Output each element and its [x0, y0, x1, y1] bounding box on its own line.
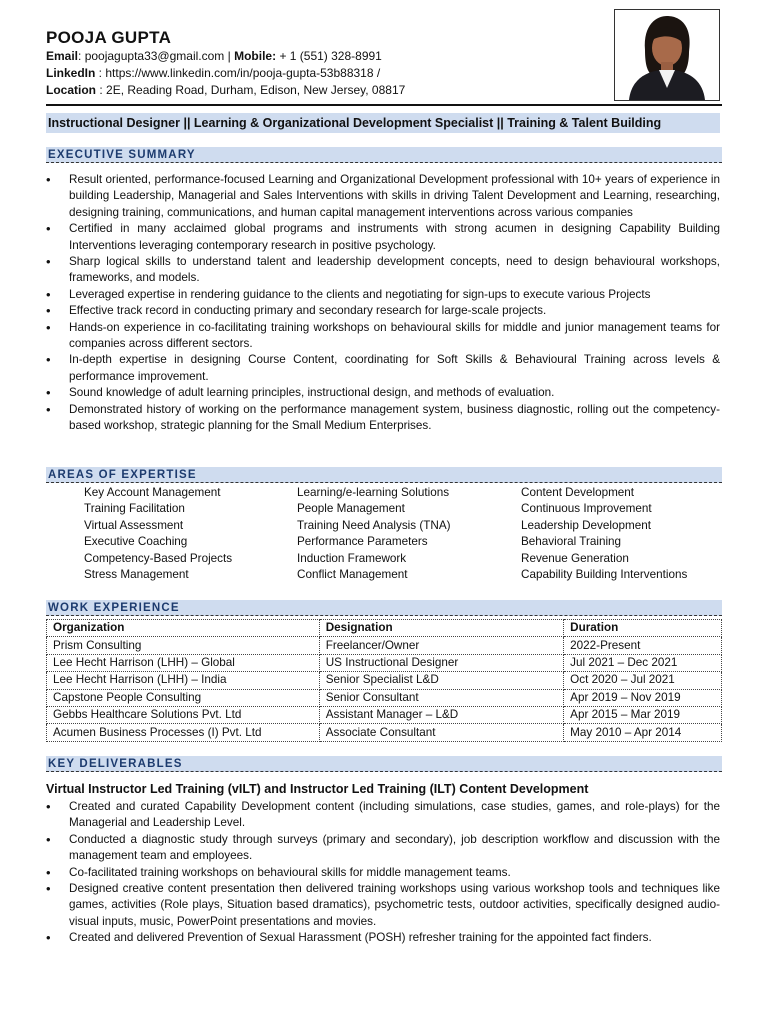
expertise-item: Induction Framework — [297, 551, 407, 565]
contact-line-email: Email: poojagupta33@gmail.com | Mobile: + 1 (551) 328-8991 — [46, 49, 382, 63]
table-row — [47, 706, 722, 723]
location-label: Location — [46, 83, 96, 97]
expertise-item: Behavioral Training — [521, 535, 622, 549]
table-row — [47, 672, 722, 689]
list-item: • Certified in many acclaimed global programs and instruments with strong acumen in designing Capability Building Interventions leveraging contemporary research in positive psychology. — [46, 221, 720, 254]
list-item: • Effective track record in conducting primary and secondary research for large-scale projects. — [46, 303, 720, 319]
deliverables-subheading: Virtual Instructor Led Training (vILT) and Instructor Led Training (ILT) Content Development — [46, 782, 589, 796]
list-item: • Demonstrated history of working on the performance management system, business diagnostic, rolling out the competency-based workshop, strategic planning for the Small Medium Enterprises. — [46, 402, 720, 435]
key-deliverables-list — [46, 799, 720, 947]
email-value[interactable]: poojagupta33@gmail.com — [84, 49, 225, 63]
expertise-item: Capability Building Interventions — [521, 568, 688, 582]
designation-cell: Senior Consultant — [319, 689, 563, 706]
expertise-item: Learning/e-learning Solutions — [297, 486, 450, 499]
table-row — [47, 724, 722, 741]
list-item: • Result oriented, performance-focused Learning and Organizational Development professional with 10+ years of experience in building Leadership, Managerial and Sales Interventions with skills in driving Talent Development and Learning, researching, designing training, communications, and human capital management interventions across various companies — [46, 172, 720, 221]
duration-cell: Jul 2021 – Dec 2021 — [564, 654, 722, 671]
header-divider — [46, 104, 722, 106]
column-header-organization: Organization — [47, 620, 320, 637]
duration-cell: May 2010 – Apr 2014 — [564, 724, 722, 741]
designation-cell: Senior Specialist L&D — [319, 672, 563, 689]
organization-cell: Lee Hecht Harrison (LHH) – Global — [47, 654, 320, 671]
list-item: • Created and curated Capability Development content (including simulations, case studies, games, and role-plays) for the Managerial and Leadership Level. — [46, 799, 720, 832]
expertise-item: Leadership Development — [521, 518, 651, 532]
linkedin-value[interactable]: https://www.linkedin.com/in/pooja-gupta-53b88318 / — [105, 66, 381, 80]
location-value: 2E, Reading Road, Durham, Edison, New Jersey, 08817 — [106, 83, 406, 97]
list-item: • Sound knowledge of adult learning principles, instructional design, and methods of evaluation. — [46, 385, 720, 401]
list-item: • Sharp logical skills to understand talent and leadership development concepts, need to design behavioural workshops, frameworks, and models. — [46, 254, 720, 287]
list-item: • Conducted a diagnostic study through surveys (primary and secondary), job description workflow and discussion with the management team and employees. — [46, 832, 720, 865]
expertise-item: Virtual Assessment — [84, 518, 184, 532]
candidate-name: POOJA GUPTA — [46, 28, 172, 47]
expertise-item: Stress Management — [84, 568, 189, 582]
list-item: • Hands-on experience in co-facilitating training workshops on behavioural skills for middle and junior management teams for companies across different sectors. — [46, 320, 720, 353]
professional-tagline: Instructional Designer || Learning & Organizational Development Specialist || Training & Talent Building — [46, 113, 720, 133]
work-experience-table — [46, 619, 722, 742]
section-heading-executive-summary: EXECUTIVE SUMMARY — [46, 147, 722, 163]
list-item: • Designed creative content presentation then delivered training workshops using various workshop tools and techniques like games, activities (Role plays, Situation based dramatics), psychometric tests, outdoor activities, specifically designed audio-visual inputs, music, PowerPoint presentations and movies. — [46, 881, 720, 930]
designation-cell: Associate Consultant — [319, 724, 563, 741]
linkedin-label: LinkedIn — [46, 66, 96, 80]
designation-cell: Assistant Manager – L&D — [319, 706, 563, 723]
designation-cell: Freelancer/Owner — [319, 637, 563, 654]
expertise-item: Continuous Improvement — [521, 502, 652, 516]
organization-cell: Acumen Business Processes (I) Pvt. Ltd — [47, 724, 320, 741]
table-row — [47, 689, 722, 706]
expertise-column-1 — [84, 485, 232, 583]
expertise-item: Competency-Based Projects — [84, 551, 233, 565]
table-row — [47, 637, 722, 654]
expertise-item: Executive Coaching — [84, 535, 188, 549]
table-header-row — [47, 620, 722, 637]
list-item: • In-depth expertise in designing Course Content, coordinating for Soft Skills & Behavioural Training across levels & performance improvement. — [46, 352, 720, 385]
mobile-label: Mobile: — [234, 49, 277, 63]
executive-summary-list — [46, 172, 720, 435]
duration-cell: 2022-Present — [564, 637, 722, 654]
organization-cell: Prism Consulting — [47, 637, 320, 654]
expertise-column-3 — [521, 485, 687, 583]
email-label: Email — [46, 49, 79, 63]
contact-line-linkedin: LinkedIn : https://www.linkedin.com/in/pooja-gupta-53b88318 / — [46, 66, 381, 80]
expertise-item: People Management — [297, 502, 405, 516]
organization-cell: Lee Hecht Harrison (LHH) – India — [47, 672, 320, 689]
expertise-item: Key Account Management — [84, 486, 221, 499]
list-item: • Co-facilitated training workshops on behavioural skills for middle management teams. — [46, 865, 720, 881]
list-item: • Leveraged expertise in rendering guidance to the clients and negotiating for sign-ups to execute various Projects — [46, 287, 720, 303]
organization-cell: Capstone People Consulting — [47, 689, 320, 706]
profile-photo — [614, 9, 720, 101]
table-row — [47, 654, 722, 671]
list-item: • Created and delivered Prevention of Sexual Harassment (POSH) refresher training for the appointed fact finders. — [46, 930, 720, 946]
duration-cell: Apr 2015 – Mar 2019 — [564, 706, 722, 723]
expertise-item: Conflict Management — [297, 568, 408, 582]
expertise-item: Training Need Analysis (TNA) — [297, 518, 451, 532]
duration-cell: Apr 2019 – Nov 2019 — [564, 689, 722, 706]
expertise-item: Performance Parameters — [297, 535, 428, 549]
section-heading-areas-of-expertise: AREAS OF EXPERTISE — [46, 467, 722, 483]
section-heading-work-experience: WORK EXPERIENCE — [46, 600, 722, 616]
expertise-column-2 — [297, 485, 451, 583]
column-header-duration: Duration — [564, 620, 722, 637]
designation-cell: US Instructional Designer — [319, 654, 563, 671]
expertise-item: Training Facilitation — [84, 502, 185, 516]
expertise-item: Revenue Generation — [521, 551, 629, 565]
organization-cell: Gebbs Healthcare Solutions Pvt. Ltd — [47, 706, 320, 723]
column-header-designation: Designation — [319, 620, 563, 637]
duration-cell: Oct 2020 – Jul 2021 — [564, 672, 722, 689]
mobile-value: + 1 (551) 328-8991 — [279, 49, 382, 63]
section-heading-key-deliverables: KEY DELIVERABLES — [46, 756, 722, 772]
contact-line-location: Location : 2E, Reading Road, Durham, Edison, New Jersey, 08817 — [46, 83, 406, 97]
portrait-illustration — [615, 10, 719, 100]
expertise-item: Content Development — [521, 486, 635, 499]
